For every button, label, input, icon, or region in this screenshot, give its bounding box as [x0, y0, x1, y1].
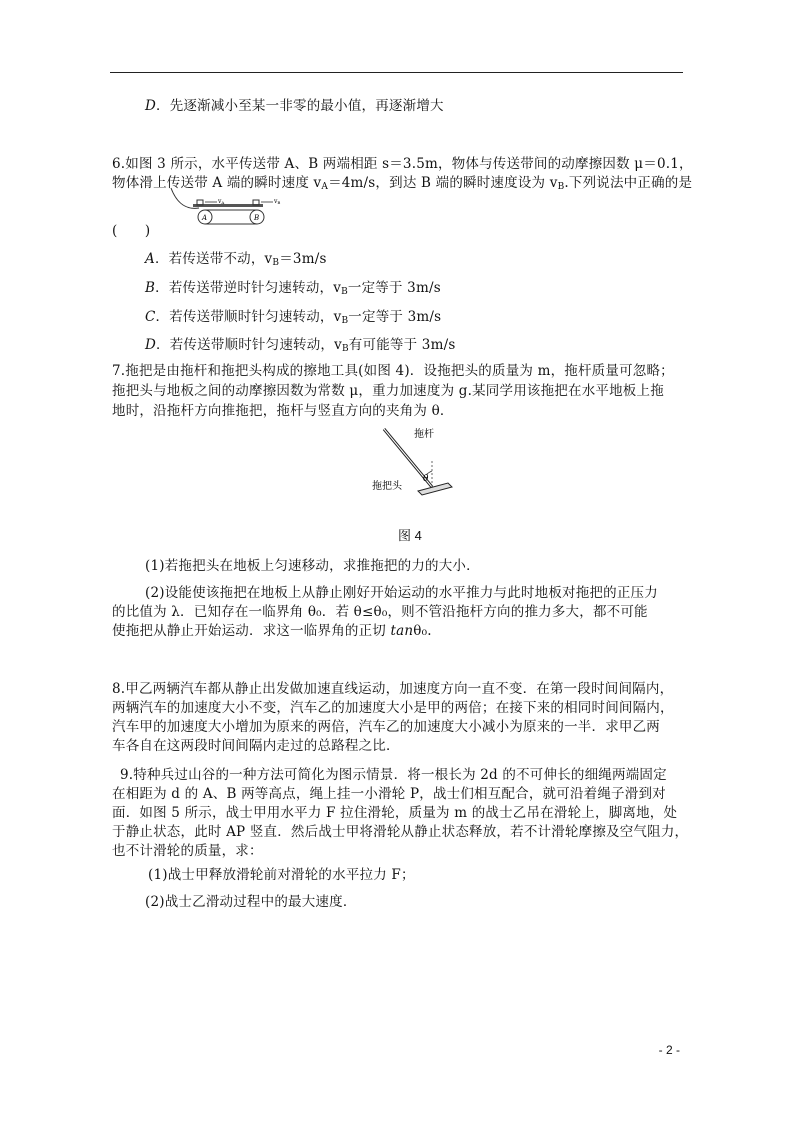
q7-line1: 7.拖把是由拖杆和拖把头构成的擦地工具(如图 4)．设拖把头的质量为 m，拖杆质量可忽略； — [112, 363, 674, 379]
q6-line1: 6.如图 3 所示，水平传送带 A、B 两端相距 s＝3.5m，物体与传送带间的动摩擦因数 μ＝0.1， — [112, 156, 693, 172]
belt-loop — [205, 210, 260, 224]
q7-line2: 拖把头与地板之间的动摩擦因数为常数 μ，重力加速度为 g.某同学用该拖把在水平地板上拖 — [112, 383, 664, 399]
figure-4-caption: 图 4 — [398, 528, 422, 543]
head-label: 拖把头 — [372, 481, 402, 492]
q8-line3: 汽车甲的加速度大小增加为原来的两倍，汽车乙的加速度大小减小为原来的一半．求甲乙两 — [112, 719, 660, 735]
q6-option-c: C．若传送带顺时针匀速转动，$v_B$一定等于 3m/s — [145, 309, 442, 326]
q8-line4: 车各自在这两段时间间隔内走过的总路程之比． — [112, 738, 400, 754]
mop-figure — [368, 425, 458, 505]
label-vb: vB — [274, 198, 281, 205]
q8-line2: 两辆汽车的加速度大小不变，汽车乙的加速度大小是甲的两倍；在接下来的相同时间间隔内， — [112, 700, 674, 716]
angle-label: θ — [423, 474, 429, 484]
mop-head — [418, 483, 452, 495]
q7-part2-line2: 的比值为 λ．已知存在一临界角 θ₀．若 θ≤θ₀，则不管沿拖杆方向的推力多大，都不可能 — [112, 604, 648, 620]
q6-line2: 物体滑上传送带 A 端的瞬时速度 $v_A=4m/s$，到达 B 端的瞬时速度设为 $v_B$.下列说法中正确的是 — [112, 175, 693, 192]
q9-part2: (2)战士乙滑动过程中的最大速度． — [145, 894, 357, 910]
header-rule — [110, 72, 683, 73]
q7-part2-line1: (2)设能使该拖把在地板上从静止刚好开始运动的水平推力与此时地板对拖把的正压力 — [145, 585, 658, 601]
q9-line4: 于静止状态，此时 AP 竖直．然后战士甲将滑轮从静止状态释放，若不计滑轮摩擦及空气阻力， — [112, 824, 689, 840]
page-number: - 2 - — [658, 1043, 680, 1057]
q9-part1: (1)战士甲释放滑轮前对滑轮的水平拉力 F； — [148, 867, 415, 883]
q6-option-d: D．若传送带顺时针匀速转动，$v_B$有可能等于 3m/s — [145, 337, 456, 354]
q9-line5: 也不计滑轮的质量，求： — [112, 843, 263, 859]
conveyor-belt-figure — [165, 186, 285, 228]
q7-line3: 地时，沿拖杆方向推拖把，拖杆与竖直方向的夹角为 θ． — [112, 403, 454, 419]
q8-line1: 8.甲乙两辆汽车都从静止出发做加速直线运动，加速度方向一直不变．在第一段时间间隔内， — [112, 681, 674, 697]
q9-line2: 在相距为 d 的 A、B 两等高点，绳上挂一小滑轮 P，战士们相互配合，就可沿着绳子滑到对 — [112, 786, 666, 802]
q6-option-b: B．若传送带逆时针匀速转动，$v_B$一定等于 3m/s — [145, 280, 441, 297]
label-va: vA — [218, 198, 225, 205]
q9-line3: 面．如图 5 所示，战士甲用水平力 F 拉住滑轮，质量为 m 的战士乙吊在滑轮上，脚离地，处 — [112, 805, 678, 821]
q7-part2-line3: 使拖把从静止开始运动．求这一临界角的正切 tanθ₀. — [112, 623, 432, 639]
label-a: A — [202, 214, 208, 222]
q5-option-d: D．先逐渐减小至某一非零的最小值，再逐渐增大 — [145, 98, 444, 114]
q9-line1: 9.特种兵过山谷的一种方法可简化为图示情景．将一根长为 2d 的不可伸长的细绳两端固定 — [120, 767, 667, 783]
rod-label: 拖杆 — [414, 429, 434, 440]
q6-option-a: A．若传送带不动，$v_B=3m/s$ — [145, 251, 327, 268]
q6-paren: ( ) — [112, 223, 151, 239]
q7-part1: (1)若拖把头在地板上匀速移动，求推拖把的力的大小． — [145, 558, 480, 574]
label-b: B — [254, 214, 260, 222]
